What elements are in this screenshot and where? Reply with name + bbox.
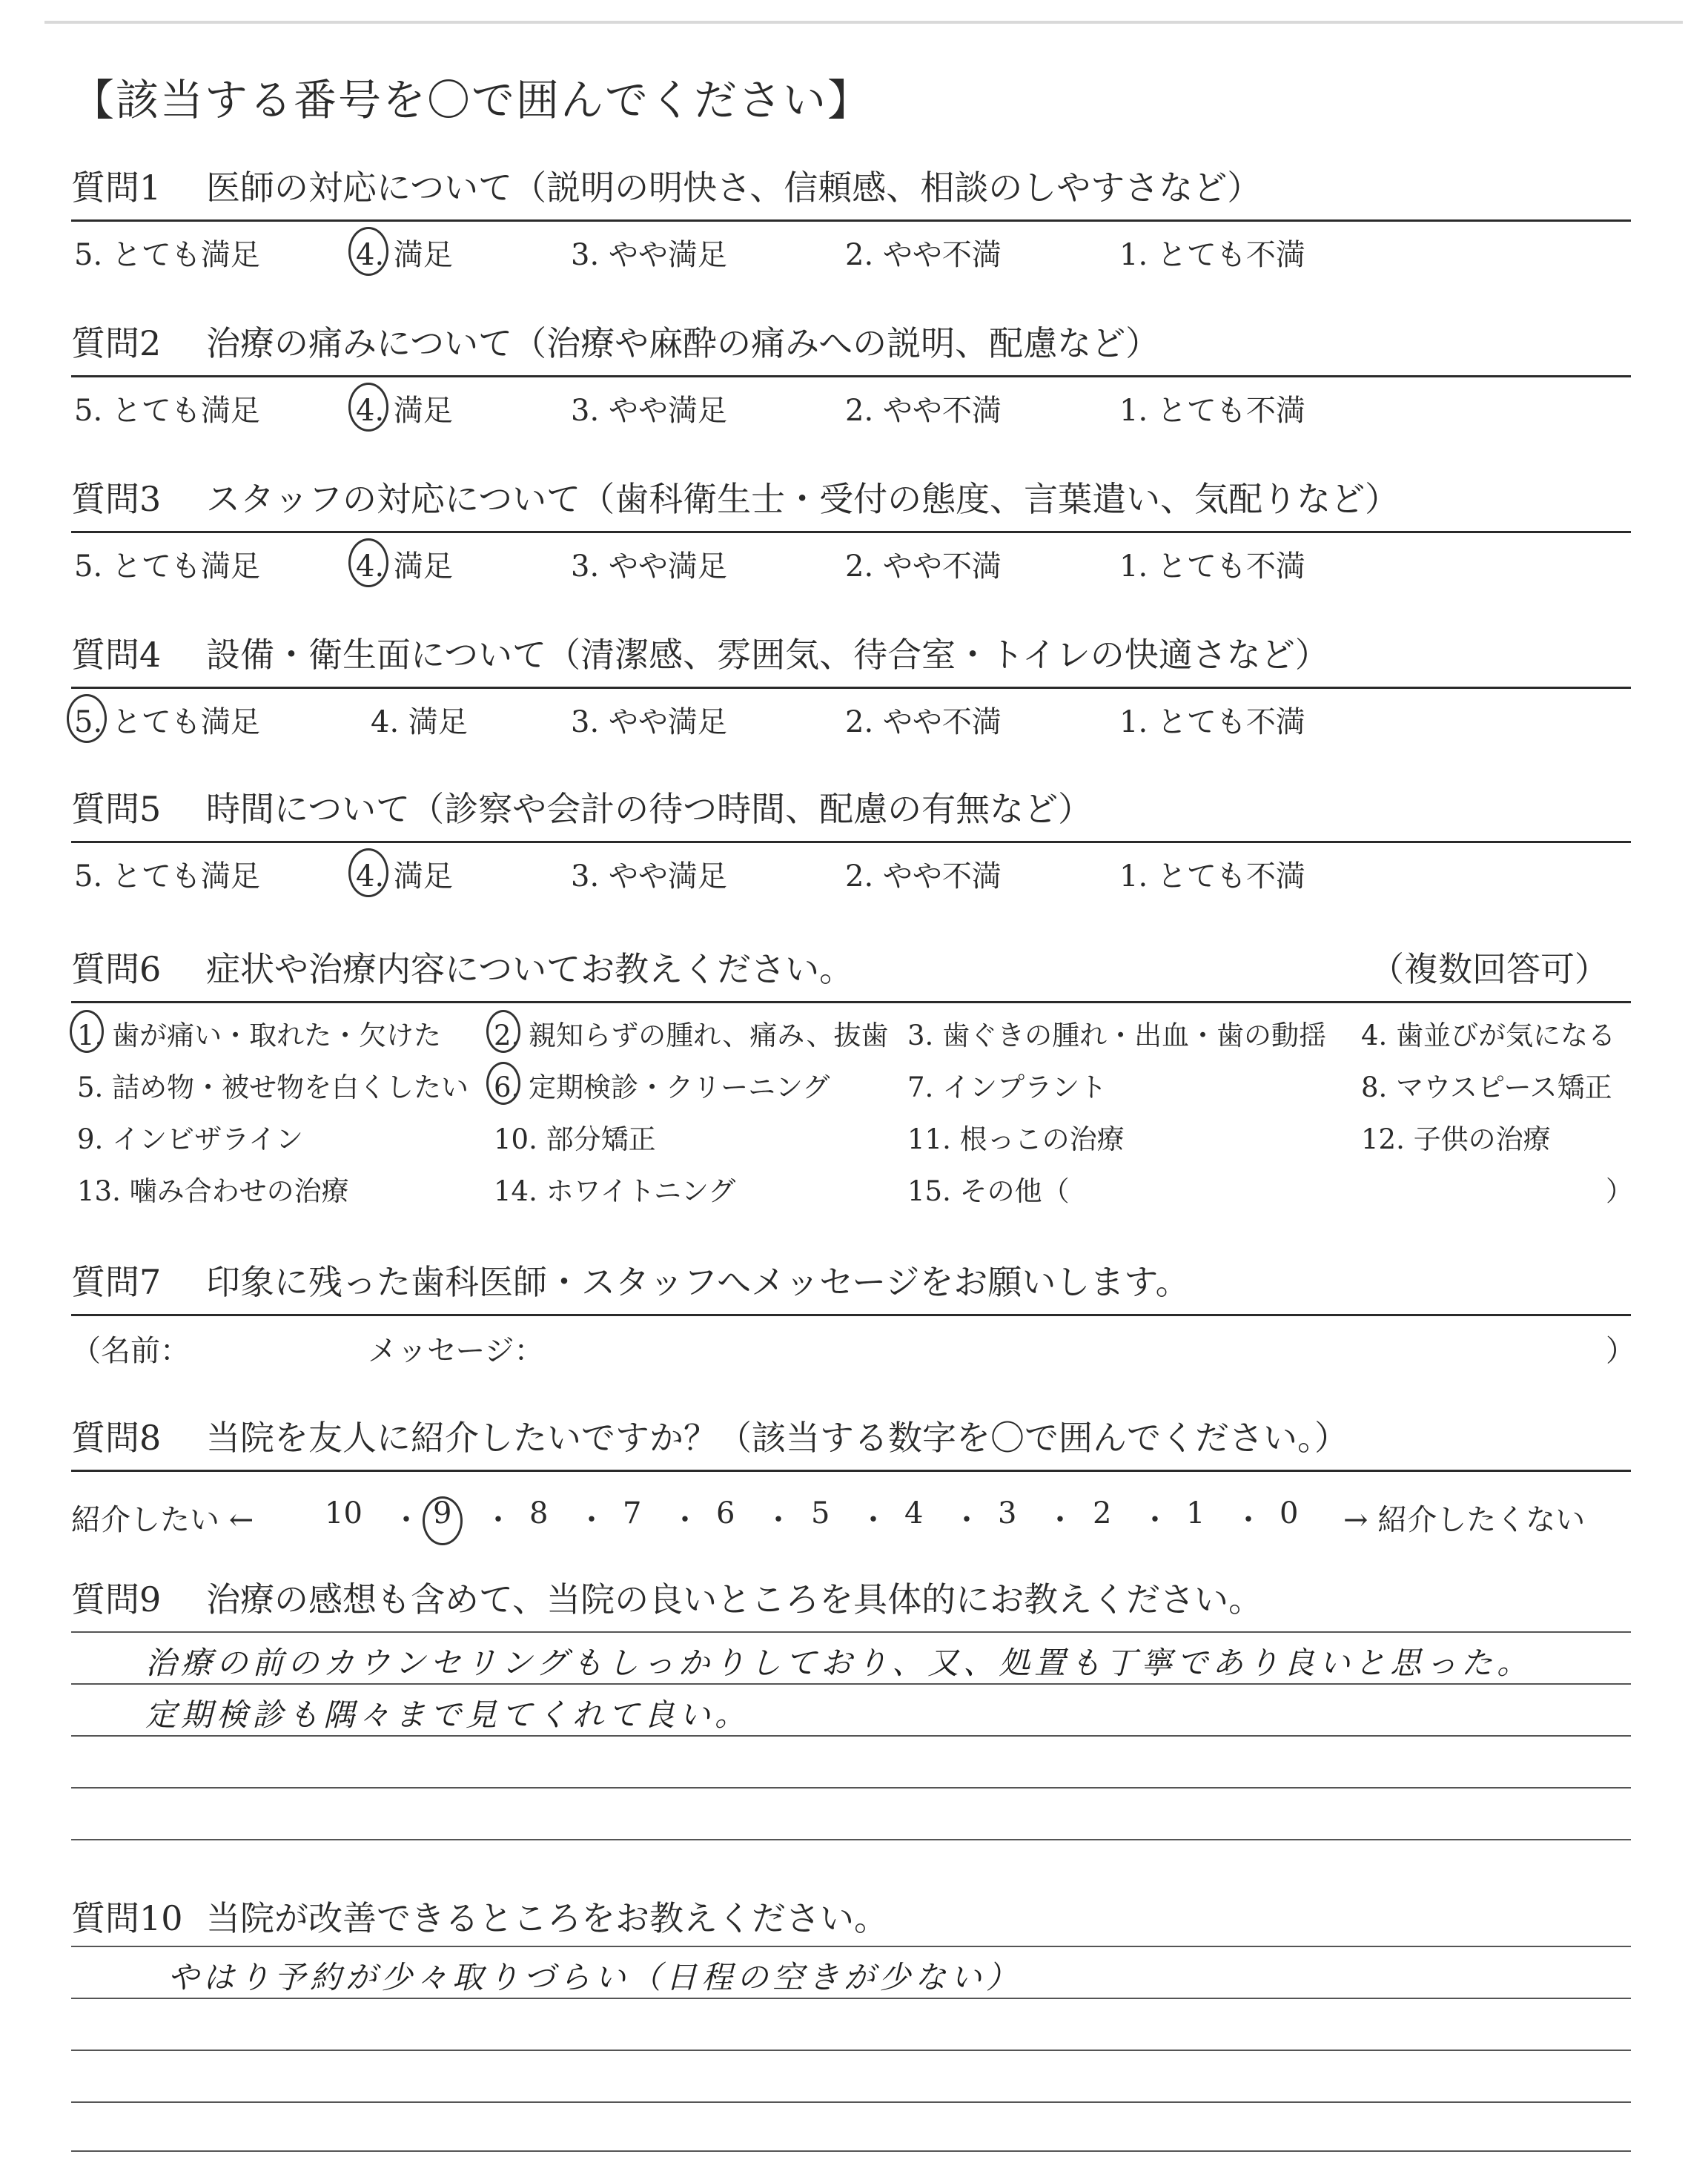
selection-circle	[348, 848, 388, 897]
q3-options	[71, 543, 1631, 584]
q2-option-4[interactable]: 4. 満足	[356, 387, 453, 429]
answer-line	[71, 1946, 1631, 1947]
q6-option-8[interactable]: 8. マウスピース矯正	[1361, 1071, 1612, 1103]
answer-line	[71, 1735, 1631, 1737]
q6-option-15-close: ）	[1606, 1175, 1633, 1207]
question-1	[71, 165, 1631, 272]
q5-option-3[interactable]: 3. やや満足	[571, 859, 727, 894]
q6-option-4[interactable]: 4. 歯並びが気になる	[1361, 1020, 1616, 1051]
q2-options	[71, 387, 1631, 429]
q2-option-5[interactable]: 5. とても満足	[74, 394, 260, 428]
q5-option-4[interactable]: 4. 満足	[356, 853, 453, 895]
q1-option-3[interactable]: 3. やや満足	[571, 238, 727, 272]
question-5	[71, 786, 1631, 894]
scale-dot: ・	[391, 1503, 421, 1537]
rule	[71, 531, 1631, 533]
q6-option-11[interactable]: 11. 根っこの治療	[907, 1123, 1125, 1155]
scale-1[interactable]: 1	[1186, 1496, 1205, 1530]
q5-option-1[interactable]: 1. とても不満	[1119, 859, 1305, 894]
q4-option-4[interactable]: 4. 満足	[371, 705, 468, 739]
question-3	[71, 476, 1631, 584]
rule	[71, 1470, 1631, 1472]
answer-line	[71, 1839, 1631, 1840]
scale-dot: ・	[1140, 1503, 1170, 1537]
scale-dot: ・	[858, 1503, 888, 1537]
question-9-title: 質問9 治療の感想も含めて、当院の良いところを具体的にお教えください。	[71, 1579, 1263, 1619]
question-7	[71, 1259, 1635, 1368]
scale-3[interactable]: 3	[998, 1496, 1017, 1530]
rule	[71, 1001, 1631, 1003]
scale-dot: ・	[952, 1503, 982, 1537]
q10-handwritten-answer-1: やはり予約が少々取りづらい（日程の空きが少ない）	[168, 1959, 1022, 1995]
question-2-title: 質問2 治療の痛みについて（治療や麻酔の痛みへの説明、配慮など）	[71, 323, 1160, 363]
q6-option-7[interactable]: 7. インプラント	[907, 1071, 1108, 1103]
q1-option-5[interactable]: 5. とても満足	[74, 238, 260, 272]
q3-option-4[interactable]: 4. 満足	[356, 543, 453, 585]
scale-dot: ・	[764, 1503, 793, 1537]
q4-option-2[interactable]: 2. やや不満	[845, 705, 1002, 739]
scale-2[interactable]: 2	[1093, 1496, 1112, 1530]
q6-option-2[interactable]: 2. 親知らずの腫れ、痛み、抜歯	[494, 1013, 889, 1053]
q6-option-3[interactable]: 3. 歯ぐきの腫れ・出血・歯の動揺	[907, 1020, 1327, 1051]
q4-option-1[interactable]: 1. とても不満	[1119, 705, 1305, 739]
q4-option-5[interactable]: 5. とても満足	[74, 698, 260, 741]
question-9	[71, 1576, 1631, 1622]
q5-options	[71, 853, 1631, 894]
answer-line	[71, 1631, 1631, 1633]
question-8	[71, 1415, 1631, 1537]
question-10-title: 質問10 当院が改善できるところをお教えください。	[71, 1898, 888, 1938]
rule	[71, 219, 1631, 222]
question-4-title: 質問4 設備・衛生面について（清潔感、雰囲気、待合室・トイレの快適さなど）	[71, 635, 1329, 675]
selection-circle	[348, 227, 388, 276]
q5-option-5[interactable]: 5. とても満足	[74, 859, 260, 894]
question-1-title: 質問1 医師の対応について（説明の明快さ、信頼感、相談のしやすさなど）	[71, 168, 1262, 208]
rule	[71, 1314, 1631, 1316]
question-4	[71, 632, 1631, 739]
scan-edge	[44, 21, 1683, 24]
name-field-label[interactable]: （名前：	[71, 1334, 190, 1368]
question-7-title: 質問7 印象に残った歯科医師・スタッフへメッセージをお願いします。	[71, 1262, 1190, 1302]
question-6-title: 質問6 症状や治療内容についてお教えください。 （複数回答可）	[71, 946, 1631, 992]
scale-dot: ・	[1045, 1503, 1075, 1537]
rule	[71, 375, 1631, 377]
question-3-title: 質問3 スタッフの対応について（歯科衛生士・受付の態度、言葉遣い、気配りなど）	[71, 479, 1400, 519]
scale-4[interactable]: 4	[904, 1496, 924, 1530]
question-2	[71, 320, 1631, 428]
q6-option-6[interactable]: 6. 定期検診・クリーニング	[494, 1065, 830, 1105]
q3-option-2[interactable]: 2. やや不満	[845, 549, 1002, 584]
q6-option-12[interactable]: 12. 子供の治療	[1361, 1123, 1551, 1155]
rule	[71, 841, 1631, 843]
q6-option-14[interactable]: 14. ホワイトニング	[494, 1175, 736, 1207]
scale-5[interactable]: 5	[811, 1496, 830, 1530]
q2-option-2[interactable]: 2. やや不満	[845, 394, 1002, 428]
scale-dot: ・	[670, 1503, 700, 1537]
q3-option-1[interactable]: 1. とても不満	[1119, 549, 1305, 584]
answer-line	[71, 2050, 1631, 2051]
selection-circle	[348, 538, 388, 587]
question-10	[71, 1895, 1631, 1941]
q1-option-1[interactable]: 1. とても不満	[1119, 238, 1305, 272]
q6-option-9[interactable]: 9. インビザライン	[77, 1123, 303, 1155]
q2-option-3[interactable]: 3. やや満足	[571, 394, 727, 428]
message-close-paren: ）	[1606, 1334, 1635, 1368]
q9-handwritten-answer-1: 治療の前のカウンセリングもしっかりしており、又、処置も丁寧であり良いと思った。	[145, 1645, 1533, 1681]
q3-option-5[interactable]: 5. とても満足	[74, 549, 260, 584]
q6-option-1[interactable]: 1. 歯が痛い・取れた・欠けた	[77, 1013, 441, 1053]
q4-options	[71, 698, 1631, 740]
message-field-label[interactable]: メッセージ：	[368, 1334, 544, 1368]
selection-circle	[486, 1010, 520, 1053]
answer-line	[71, 1998, 1631, 1999]
q6-option-10[interactable]: 10. 部分矯正	[494, 1123, 656, 1155]
answer-line	[71, 2101, 1631, 2103]
q6-option-13[interactable]: 13. 噛み合わせの治療	[77, 1175, 349, 1207]
scale-6[interactable]: 6	[716, 1496, 735, 1530]
recommend-scale: 紹介したい ← 10 ・ 9 ・ 8 ・ 7 ・ 6 ・ 5 ・ 4 ・ 3 ・ 2 ・ 1 ・ 0 → 紹介したくない	[71, 1496, 1631, 1538]
scale-dot: ・	[577, 1503, 606, 1537]
scale-7[interactable]: 7	[623, 1496, 642, 1530]
answer-line	[71, 2150, 1631, 2152]
scale-dot: ・	[483, 1503, 513, 1537]
q4-option-3[interactable]: 3. やや満足	[571, 705, 727, 739]
recommend-label-right: → 紹介したくない	[1343, 1503, 1586, 1537]
q2-option-1[interactable]: 1. とても不満	[1119, 394, 1305, 428]
rule	[71, 687, 1631, 689]
scale-8[interactable]: 8	[529, 1496, 549, 1530]
selection-circle	[348, 383, 388, 432]
q6-option-15[interactable]: 15. その他（	[907, 1175, 1070, 1207]
answer-line	[71, 1683, 1631, 1685]
recommend-label-left: 紹介したい ←	[71, 1503, 254, 1537]
q9-handwritten-answer-2: 定期検診も隅々まで見てくれて良い。	[145, 1697, 751, 1733]
scale-0[interactable]: 0	[1280, 1496, 1299, 1530]
q3-option-3[interactable]: 3. やや満足	[571, 549, 727, 584]
selection-circle	[486, 1062, 520, 1105]
answer-line	[71, 1787, 1631, 1789]
question-6	[71, 946, 1633, 1207]
question-5-title: 質問5 時間について（診察や会計の待つ時間、配慮の有無など）	[71, 789, 1093, 829]
scale-dot: ・	[1234, 1503, 1263, 1537]
selection-circle	[70, 1010, 104, 1053]
question-8-title: 質問8 当院を友人に紹介したいですか？（該当する数字を〇で囲んでください。）	[71, 1418, 1348, 1458]
q6-option-5[interactable]: 5. 詰め物・被せ物を白くしたい	[77, 1071, 469, 1103]
q1-option-2[interactable]: 2. やや不満	[845, 238, 1002, 272]
scale-10[interactable]: 10	[325, 1496, 363, 1530]
q1-option-4[interactable]: 4. 満足	[356, 231, 453, 274]
q5-option-2[interactable]: 2. やや不満	[845, 859, 1002, 894]
multiple-answers-note: （複数回答可）	[1370, 949, 1609, 989]
q1-options	[71, 231, 1631, 273]
selection-circle	[67, 694, 107, 743]
instruction-header: 【該当する番号を〇で囲んでください】	[71, 75, 873, 125]
